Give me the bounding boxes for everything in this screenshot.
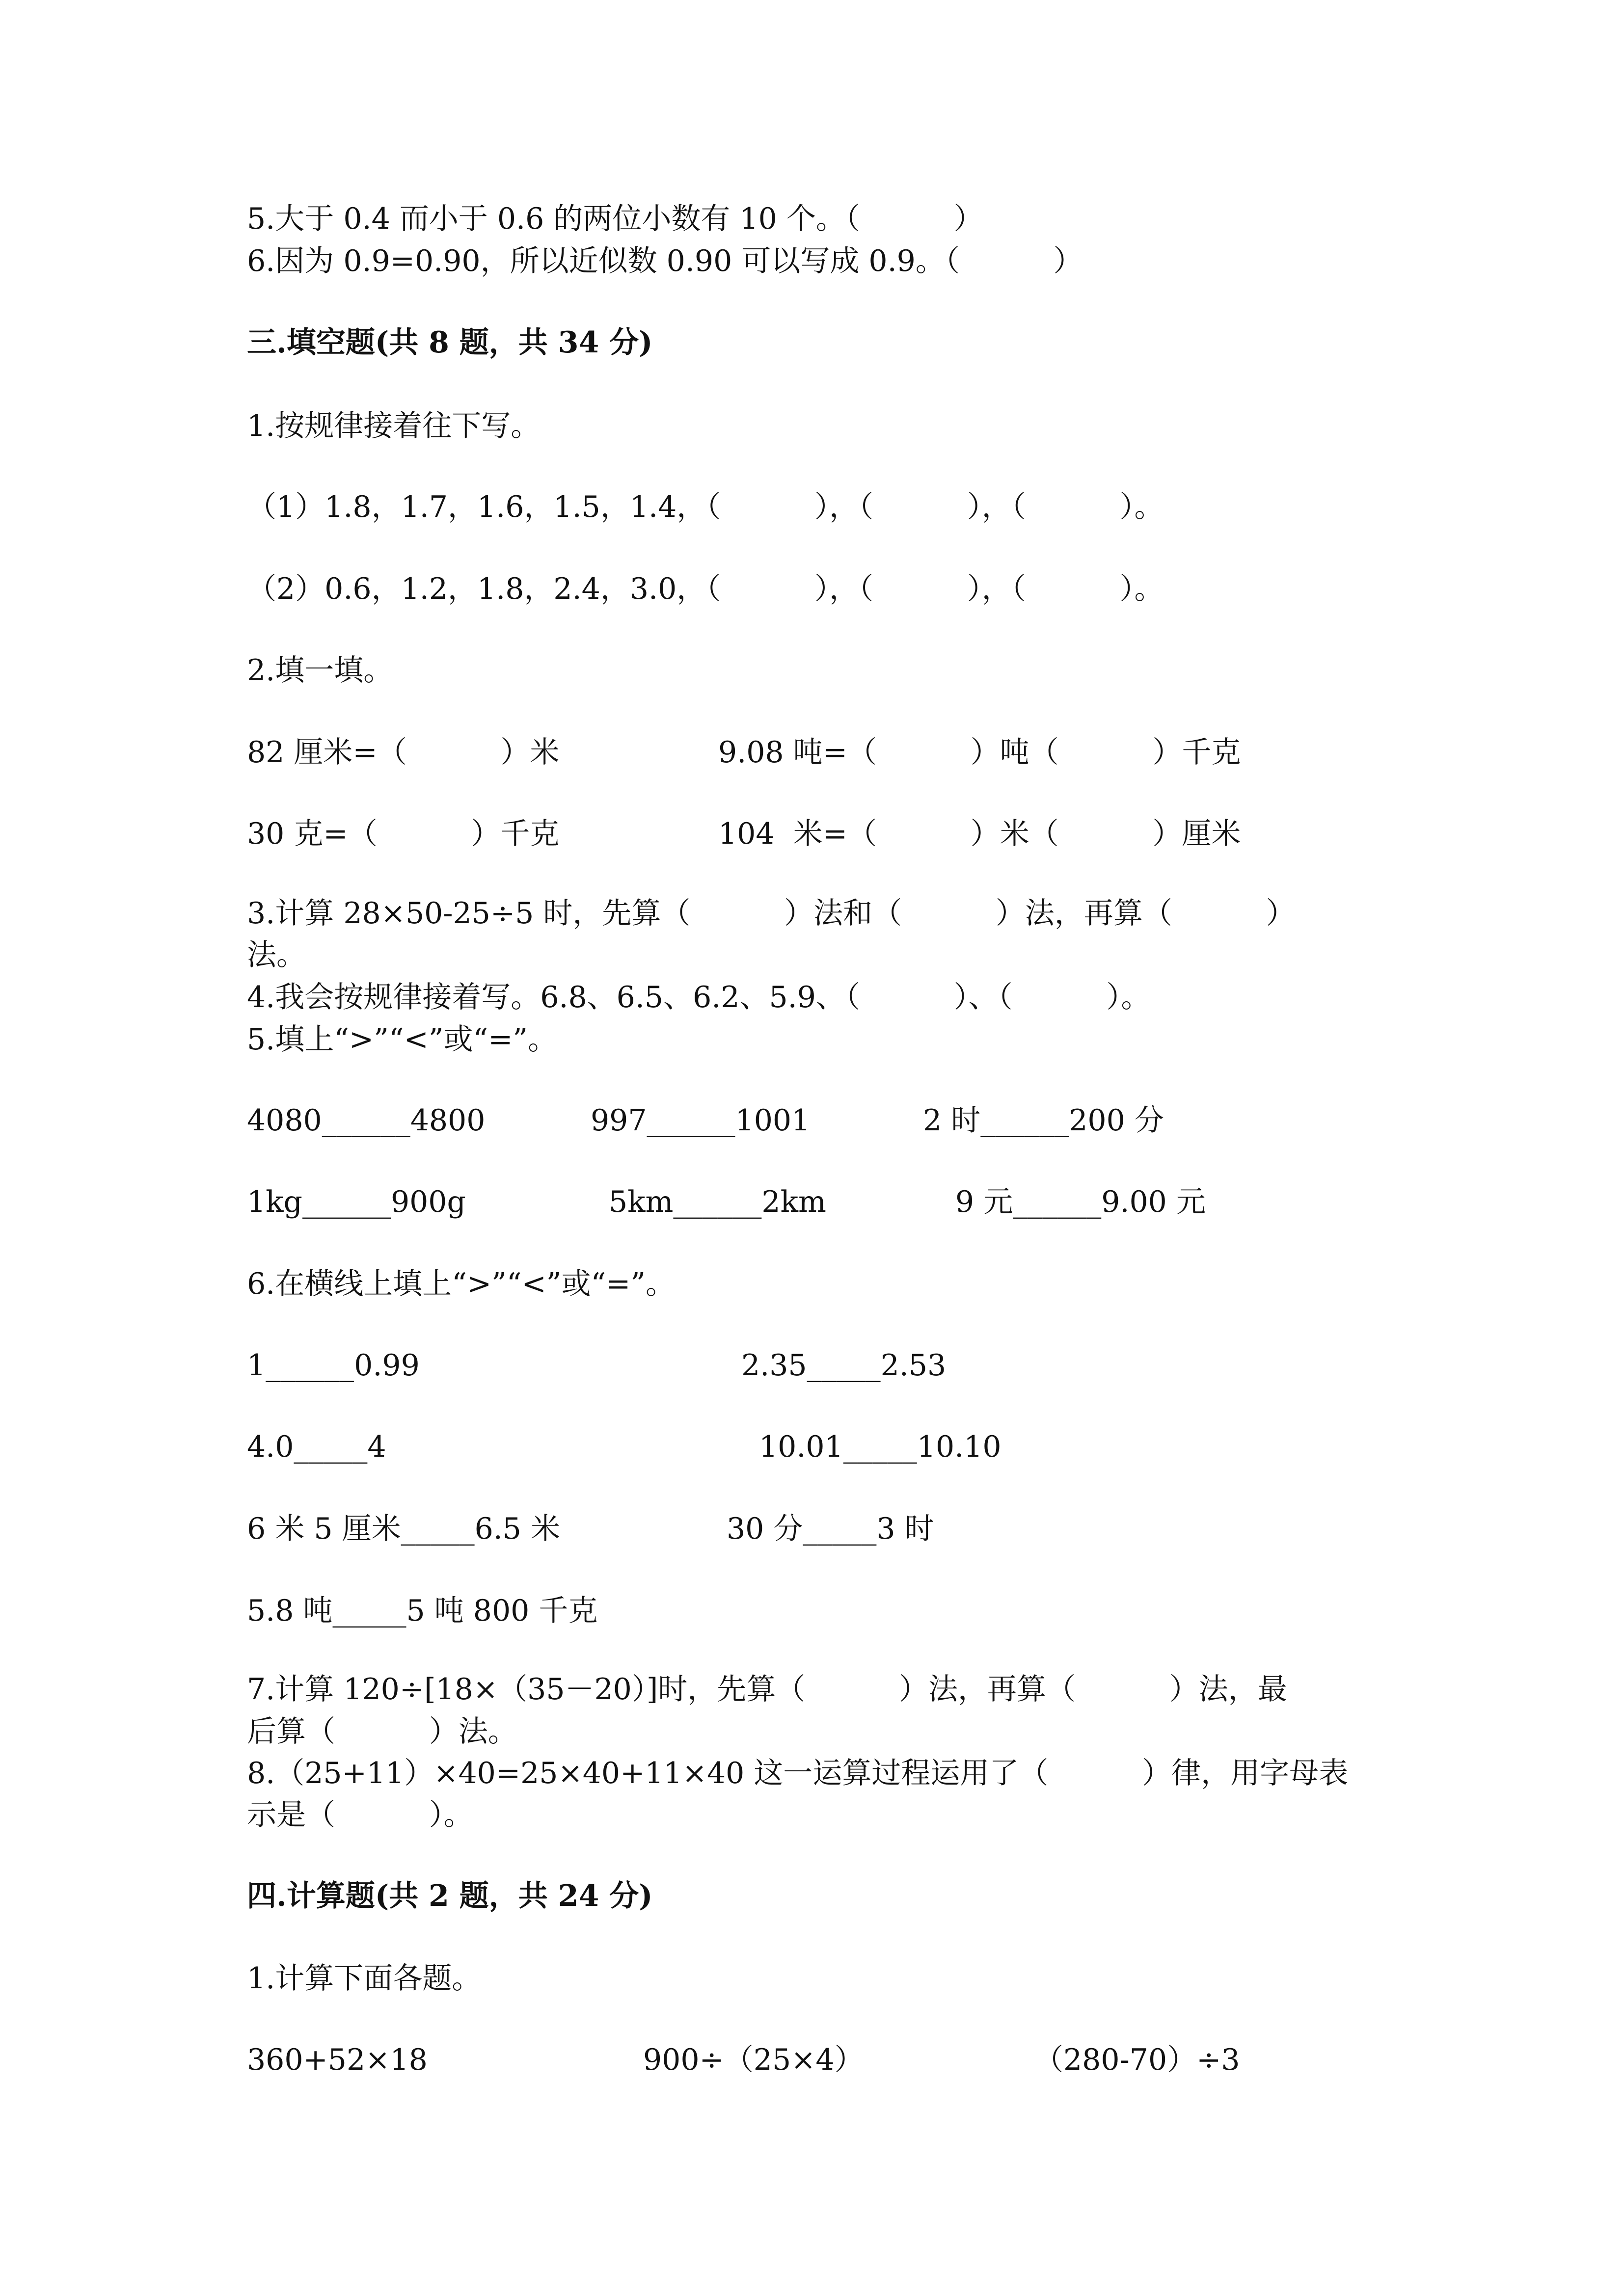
section-heading-calculation: 四.计算题(共 2 题，共 24 分) xyxy=(247,1879,653,1913)
fill-question-7: 7.计算 120÷[18×（35－20）]时，先算（ ）法，再算（ ）法，最 xyxy=(247,1672,1287,1707)
fill-question-2: 2.填一填。 xyxy=(247,653,393,688)
compare-item: 2 时______200 分 xyxy=(923,1103,1164,1138)
fill-question-1-part-1: （1）1.8，1.7，1.6，1.5，1.4，（ ），（ ），（ ）。 xyxy=(247,490,1164,524)
fill-question-3-continued: 法。 xyxy=(247,938,306,972)
section-heading-fill-in: 三.填空题(共 8 题，共 34 分) xyxy=(247,325,653,360)
compare-item: 997______1001 xyxy=(591,1103,811,1138)
compare-item: 5km______2km xyxy=(609,1185,826,1219)
calc-expression: （280-70）÷3 xyxy=(1034,2043,1240,2077)
fill-question-4: 4.我会按规律接着写。6.8、6.5、6.2、5.9、（ ）、（ ）。 xyxy=(247,980,1151,1015)
fill-question-5: 5.填上“>”“<”或“=”。 xyxy=(247,1022,558,1057)
fill-question-2-item: 82 厘米=（ ）米 xyxy=(247,735,560,770)
compare-item: 30 分_____3 时 xyxy=(727,1512,934,1546)
calc-expression: 900÷（25×4） xyxy=(643,2043,864,2077)
compare-item: 4080______4800 xyxy=(247,1103,486,1138)
fill-question-8: 8.（25+11）×40=25×40+11×40 这一运算过程运用了（ ）律，用字母表 xyxy=(247,1756,1349,1790)
fill-question-6: 6.在横线上填上“>”“<”或“=”。 xyxy=(247,1267,676,1301)
compare-item: 9 元______9.00 元 xyxy=(955,1185,1206,1219)
fill-question-2-item: 30 克=（ ）千克 xyxy=(247,817,560,851)
compare-item: 1______0.99 xyxy=(247,1348,420,1383)
fill-question-7-continued: 后算（ ）法。 xyxy=(247,1714,517,1749)
fill-question-2-item: 104 米=（ ）米（ ）厘米 xyxy=(718,817,1241,851)
compare-item: 2.35_____2.53 xyxy=(741,1348,947,1383)
fill-question-1-part-2: （2）0.6，1.2，1.8，2.4，3.0，（ ），（ ），（ ）。 xyxy=(247,572,1164,606)
calc-question-1: 1.计算下面各题。 xyxy=(247,1961,482,1996)
compare-item: 5.8 吨_____5 吨 800 千克 xyxy=(247,1594,598,1628)
fill-question-2-item: 9.08 吨=（ ）吨（ ）千克 xyxy=(718,735,1241,770)
compare-item: 1kg______900g xyxy=(247,1185,466,1219)
fill-question-3: 3.计算 28×50-25÷5 时，先算（ ）法和（ ）法，再算（ ） xyxy=(247,896,1296,931)
judge-question-6: 6.因为 0.9=0.90，所以近似数 0.90 可以写成 0.9。（ ） xyxy=(247,244,1083,278)
compare-item: 4.0_____4 xyxy=(247,1430,386,1464)
fill-question-1: 1.按规律接着往下写。 xyxy=(247,409,541,443)
fill-question-8-continued: 示是（ ）。 xyxy=(247,1798,473,1832)
judge-question-5: 5.大于 0.4 而小于 0.6 的两位小数有 10 个。（ ） xyxy=(247,202,983,236)
compare-item: 10.01_____10.10 xyxy=(759,1430,1001,1464)
compare-item: 6 米 5 厘米_____6.5 米 xyxy=(247,1512,561,1546)
calc-expression: 360+52×18 xyxy=(247,2043,428,2077)
